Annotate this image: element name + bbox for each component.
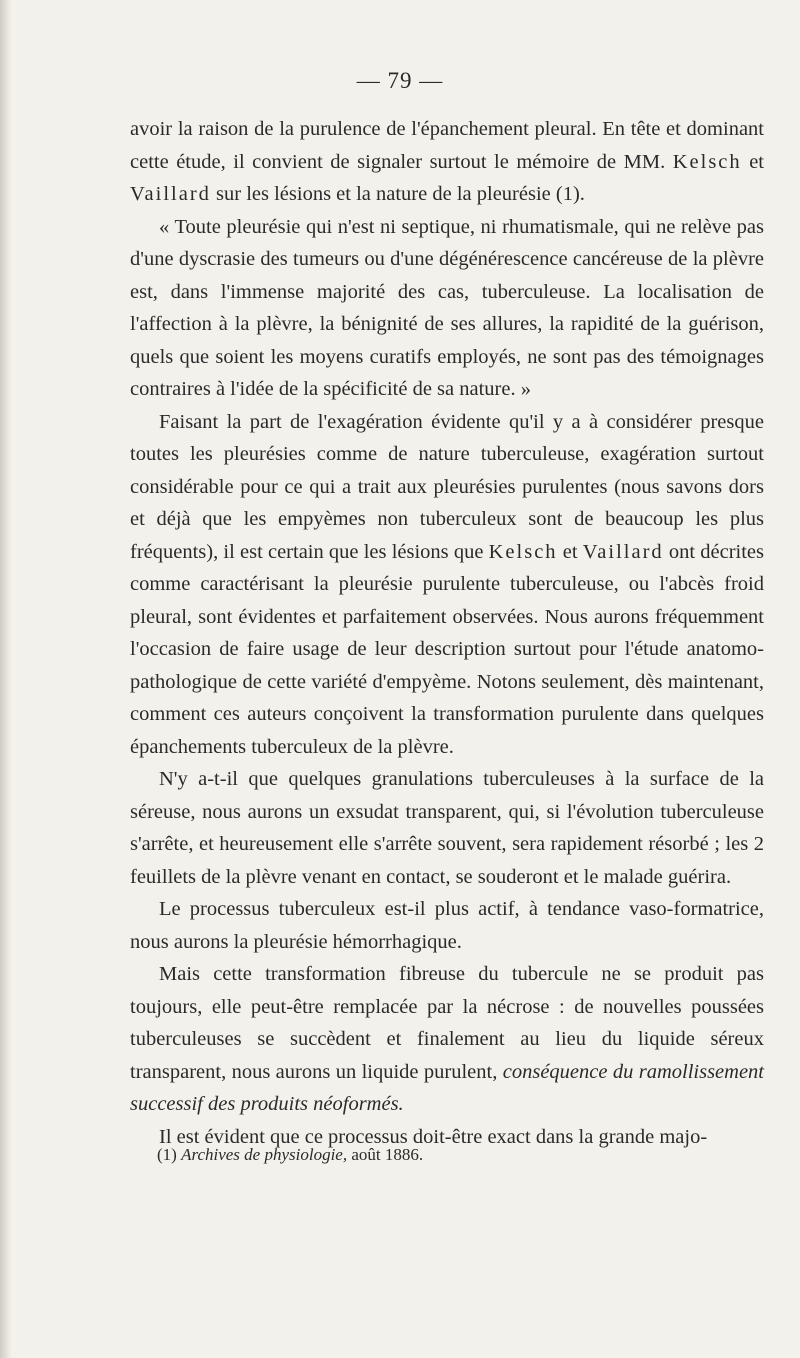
paragraph-1-text-c: sur les lésions et la nature de la pleurésie (1). xyxy=(210,183,585,205)
paragraph-6-italic: conséquence du ramollissement successif des produits néoformés. xyxy=(130,1060,765,1115)
paragraph-3-text-a: Faisant la part de l'exagération évidente qu'il y a à considérer presque toutes les pleurésies comme de nature tuberculeuse, exagération surtout considérable pour ce qui a trait aux pleurésies purulentes (nous savons dors et déjà que les empyèmes non tuberculeux sont de beaucoup les plus fréquents), il est certain que les lésions que xyxy=(130,410,764,563)
paragraph-3-text-c: ont décrites comme caractérisant la pleurésie purulente tuberculeuse, ou l'abcès froid pleural, sont évidentes et parfaitement observées. Nous aurons fréquemment l'occasion de faire usage de leur description surtout pour l'étude anatomo-pathologique de cette variété d'empyème. Notons seulement, dès maintenant, comment ces auteurs conçoivent la transformation purulente dans quelques épanchements tuberculeux de la plèvre. xyxy=(130,540,764,758)
page-number: — 79 — xyxy=(356,68,444,93)
paragraph-3-text-b: et xyxy=(557,540,583,563)
paragraph-6 xyxy=(130,958,764,1121)
page-gutter-shadow xyxy=(0,0,12,1358)
paragraph-5: Le processus tuberculeux est-il plus actif, à tendance vaso-formatrice, nous aurons la pleurésie hémorrhagique. xyxy=(130,898,764,953)
footnote-date: août 1886. xyxy=(351,1145,424,1164)
author-name-vaillard: Vaillard xyxy=(130,183,211,205)
paragraph-1-text-b: et xyxy=(741,150,764,173)
body-text xyxy=(130,113,764,1153)
author-name-kelsch: Kelsch xyxy=(672,150,742,173)
paragraph-4: N'y a-t-il que quelques granulations tuberculeuses à la surface de la séreuse, nous aurons un exsudat transparent, qui, si l'évolution tuberculeuse s'arrête, et heureusement elle s'arrête souvent, sera rapidement résorbé ; les 2 feuillets de la plèvre venant en contact, se souderont et le malade guérira. xyxy=(130,768,764,888)
footnote xyxy=(157,1143,423,1167)
author-name-kelsch: Kelsch xyxy=(488,540,558,563)
author-name-vaillard: Vaillard xyxy=(582,540,664,563)
footnote-marker: (1) xyxy=(157,1145,177,1164)
paragraph-3 xyxy=(130,406,764,764)
paragraph-7: Il est évident que ce processus doit-être exact dans la grande majo- xyxy=(159,1125,708,1148)
footnote-title: Archives de physiologie, xyxy=(181,1145,348,1164)
paragraph-2-quote: « Toute pleurésie qui n'est ni septique, ni rhumatismale, qui ne relève pas d'une dyscrasie des tumeurs ou d'une dégénérescence cancéreuse de la plèvre est, dans l'immense majorité des cas, tuberculeuse. La localisation de l'affection à la plèvre, la bénignité de ses allures, la rapidité de la guérison, quels que soient les moyens curatifs employés, ne sont pas des témoignages contraires à l'idée de la spécificité de sa nature. » xyxy=(130,215,764,400)
paragraph-6-text-a: Mais cette transformation fibreuse du tubercule ne se produit pas toujours, elle peut-être remplacée par la nécrose : de nouvelles poussées tuberculeuses se succèdent et finalement au lieu du liquide séreux transparent, nous aurons un liquide purulent, xyxy=(130,963,764,1083)
paragraph-1 xyxy=(130,113,764,211)
paragraph-1-text-a: avoir la raison de la purulence de l'épanchement pleural. En tête et dominant cette étude, il convient de signaler surtout le mémoire de MM. xyxy=(130,118,764,173)
